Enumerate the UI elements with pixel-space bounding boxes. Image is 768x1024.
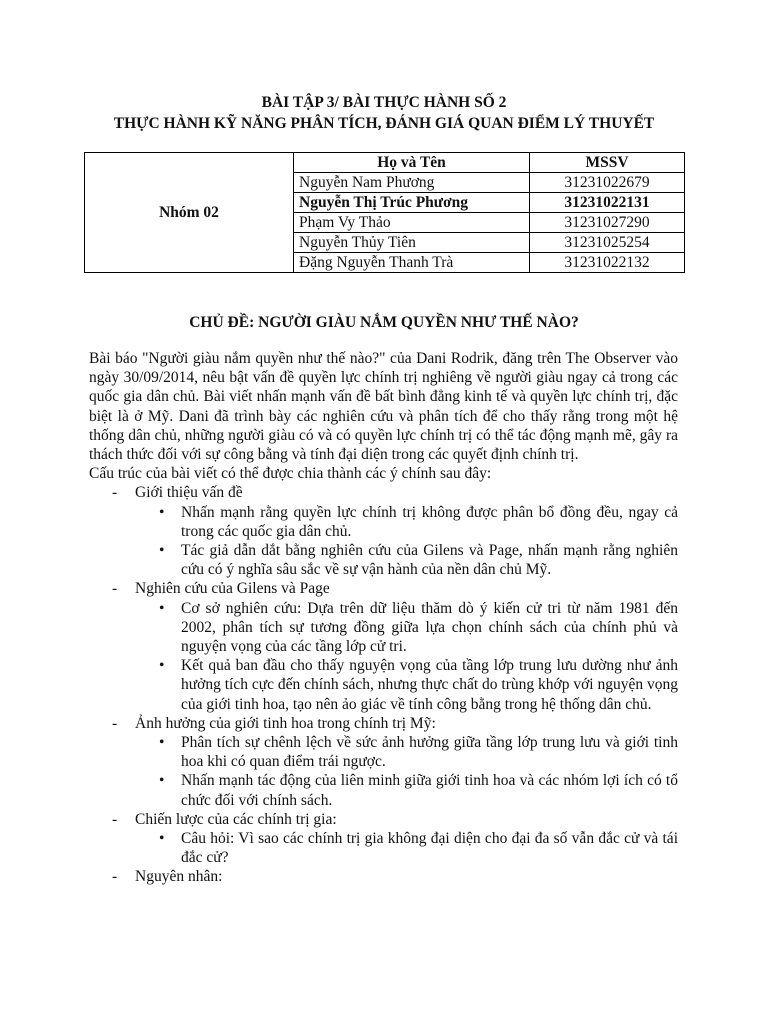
dash-marker: - — [112, 580, 118, 598]
member-id: 31231022131 — [530, 193, 685, 213]
section-heading — [89, 810, 678, 829]
section-heading — [89, 483, 678, 502]
list-item-text: Nhấn mạnh tác động của liên minh giữa giới tinh hoa và các nhóm lợi ích có tổ chức đối với chính sách. — [181, 772, 678, 809]
list-item — [89, 541, 678, 579]
members-table — [84, 152, 685, 273]
list-item — [89, 771, 678, 809]
id-column-header: MSSV — [530, 153, 685, 173]
section-heading — [89, 579, 678, 598]
list-item — [89, 599, 678, 657]
dash-marker: - — [112, 810, 118, 828]
bullet-list — [89, 503, 678, 580]
section-heading-text: Ảnh hưởng của giới tinh hoa trong chính trị Mỹ: — [135, 714, 436, 732]
member-name: Nguyễn Nam Phương — [294, 173, 530, 193]
topic-heading: CHỦ ĐỀ: NGƯỜI GIÀU NẮM QUYỀN NHƯ THẾ NÀO? — [189, 314, 579, 331]
structure-intro: Cấu trúc của bài viết có thể được chia thành các ý chính sau đây: — [89, 465, 492, 483]
dash-marker: - — [112, 484, 118, 502]
bullet-icon: • — [159, 542, 165, 560]
list-item — [89, 829, 678, 867]
list-item-text: Kết quả ban đầu cho thấy nguyện vọng của tầng lớp trung lưu dường như ảnh hưởng tích cực đến chính sách, nhưng thực chất do trùng khớp với nguyện vọng của giới tinh hoa, tạo nên ảo giác về tính công bằng trong hệ thống dân chủ. — [181, 657, 678, 713]
bullet-list — [89, 599, 678, 714]
dash-marker: - — [112, 714, 118, 732]
outline-list — [89, 483, 678, 886]
member-id: 31231025254 — [530, 233, 685, 253]
list-item-text: Nhấn mạnh rằng quyền lực chính trị không được phân bổ đồng đều, ngay cả trong các quốc gia dân chủ. — [181, 503, 678, 540]
bullet-icon: • — [159, 503, 165, 521]
list-item-text: Tác giả dẫn dắt bằng nghiên cứu của Gilens và Page, nhấn mạnh rằng nghiên cứu có ý nghĩa sâu sắc về sự vận hành của nền dân chủ Mỹ. — [181, 542, 678, 579]
section-heading — [89, 714, 678, 733]
member-id: 31231022679 — [530, 173, 685, 193]
assignment-title: BÀI TẬP 3/ BÀI THỰC HÀNH SỐ 2 — [261, 94, 507, 111]
section-heading — [89, 867, 678, 886]
section-heading-text: Chiến lược của các chính trị gia: — [135, 810, 337, 828]
table-header-row — [85, 153, 685, 173]
group-name-cell: Nhóm 02 — [85, 153, 294, 273]
bullet-icon: • — [159, 772, 165, 790]
member-id: 31231027290 — [530, 213, 685, 233]
list-item-text: Câu hỏi: Vì sao các chính trị gia không đại diện cho đại đa số vẫn đắc cử và tái đắc cử? — [181, 830, 678, 867]
intro-paragraph: Bài báo "Người giàu nắm quyền như thế nào?" của Dani Rodrik, đăng trên The Observer vào ngày 30/09/2014, nêu bật vấn đề quyền lực chính trị nghiêng về người giàu ngay cả trong các quốc gia dân chủ. Bài viết nhấn mạnh vấn đề bất bình đẳng kinh tế và quyền lực chính trị, đặc biệt là ở Mỹ. Dani đã trình bày các nghiên cứu và phân tích để cho thấy rằng trong một hệ thống dân chủ, những người giàu có và có quyền lực chính trị có thể tác động mạnh mẽ, gây ra thách thức đối với sự công bằng và tính đại diện trong các quyết định chính trị. — [89, 350, 678, 464]
bullet-icon: • — [159, 734, 165, 752]
bullet-icon: • — [159, 830, 165, 848]
bullet-list — [89, 733, 678, 810]
section-heading-text: Nguyên nhân: — [135, 868, 223, 886]
list-item-text: Phân tích sự chênh lệch về sức ảnh hưởng giữa tầng lớp trung lưu và giới tinh hoa khi có quan điểm trái ngược. — [181, 734, 678, 771]
member-id: 31231022132 — [530, 253, 685, 273]
section-heading-text: Nghiên cứu của Gilens và Page — [135, 580, 330, 598]
bullet-icon: • — [159, 599, 165, 617]
dash-marker: - — [112, 868, 118, 886]
member-name: Nguyễn Thủy Tiên — [294, 233, 530, 253]
member-name: Phạm Vy Thảo — [294, 213, 530, 233]
list-item — [89, 733, 678, 771]
assignment-subtitle: THỰC HÀNH KỸ NĂNG PHÂN TÍCH, ĐÁNH GIÁ QUAN ĐIỂM LÝ THUYẾT — [113, 115, 655, 132]
member-name: Đặng Nguyễn Thanh Trà — [294, 253, 530, 273]
list-item-text: Cơ sở nghiên cứu: Dựa trên dữ liệu thăm dò ý kiến cử tri từ năm 1981 đến 2002, phân tích sự tương đồng giữa lựa chọn chính sách của chính phủ và nguyện vọng của các tầng lớp cử tri. — [181, 599, 678, 656]
document-body — [89, 349, 678, 887]
bullet-list — [89, 829, 678, 867]
name-column-header: Họ và Tên — [294, 153, 530, 173]
section-heading-text: Giới thiệu vấn đề — [135, 484, 243, 502]
member-name: Nguyễn Thị Trúc Phương — [294, 193, 530, 213]
list-item — [89, 503, 678, 541]
bullet-icon: • — [159, 657, 165, 675]
list-item — [89, 656, 678, 714]
